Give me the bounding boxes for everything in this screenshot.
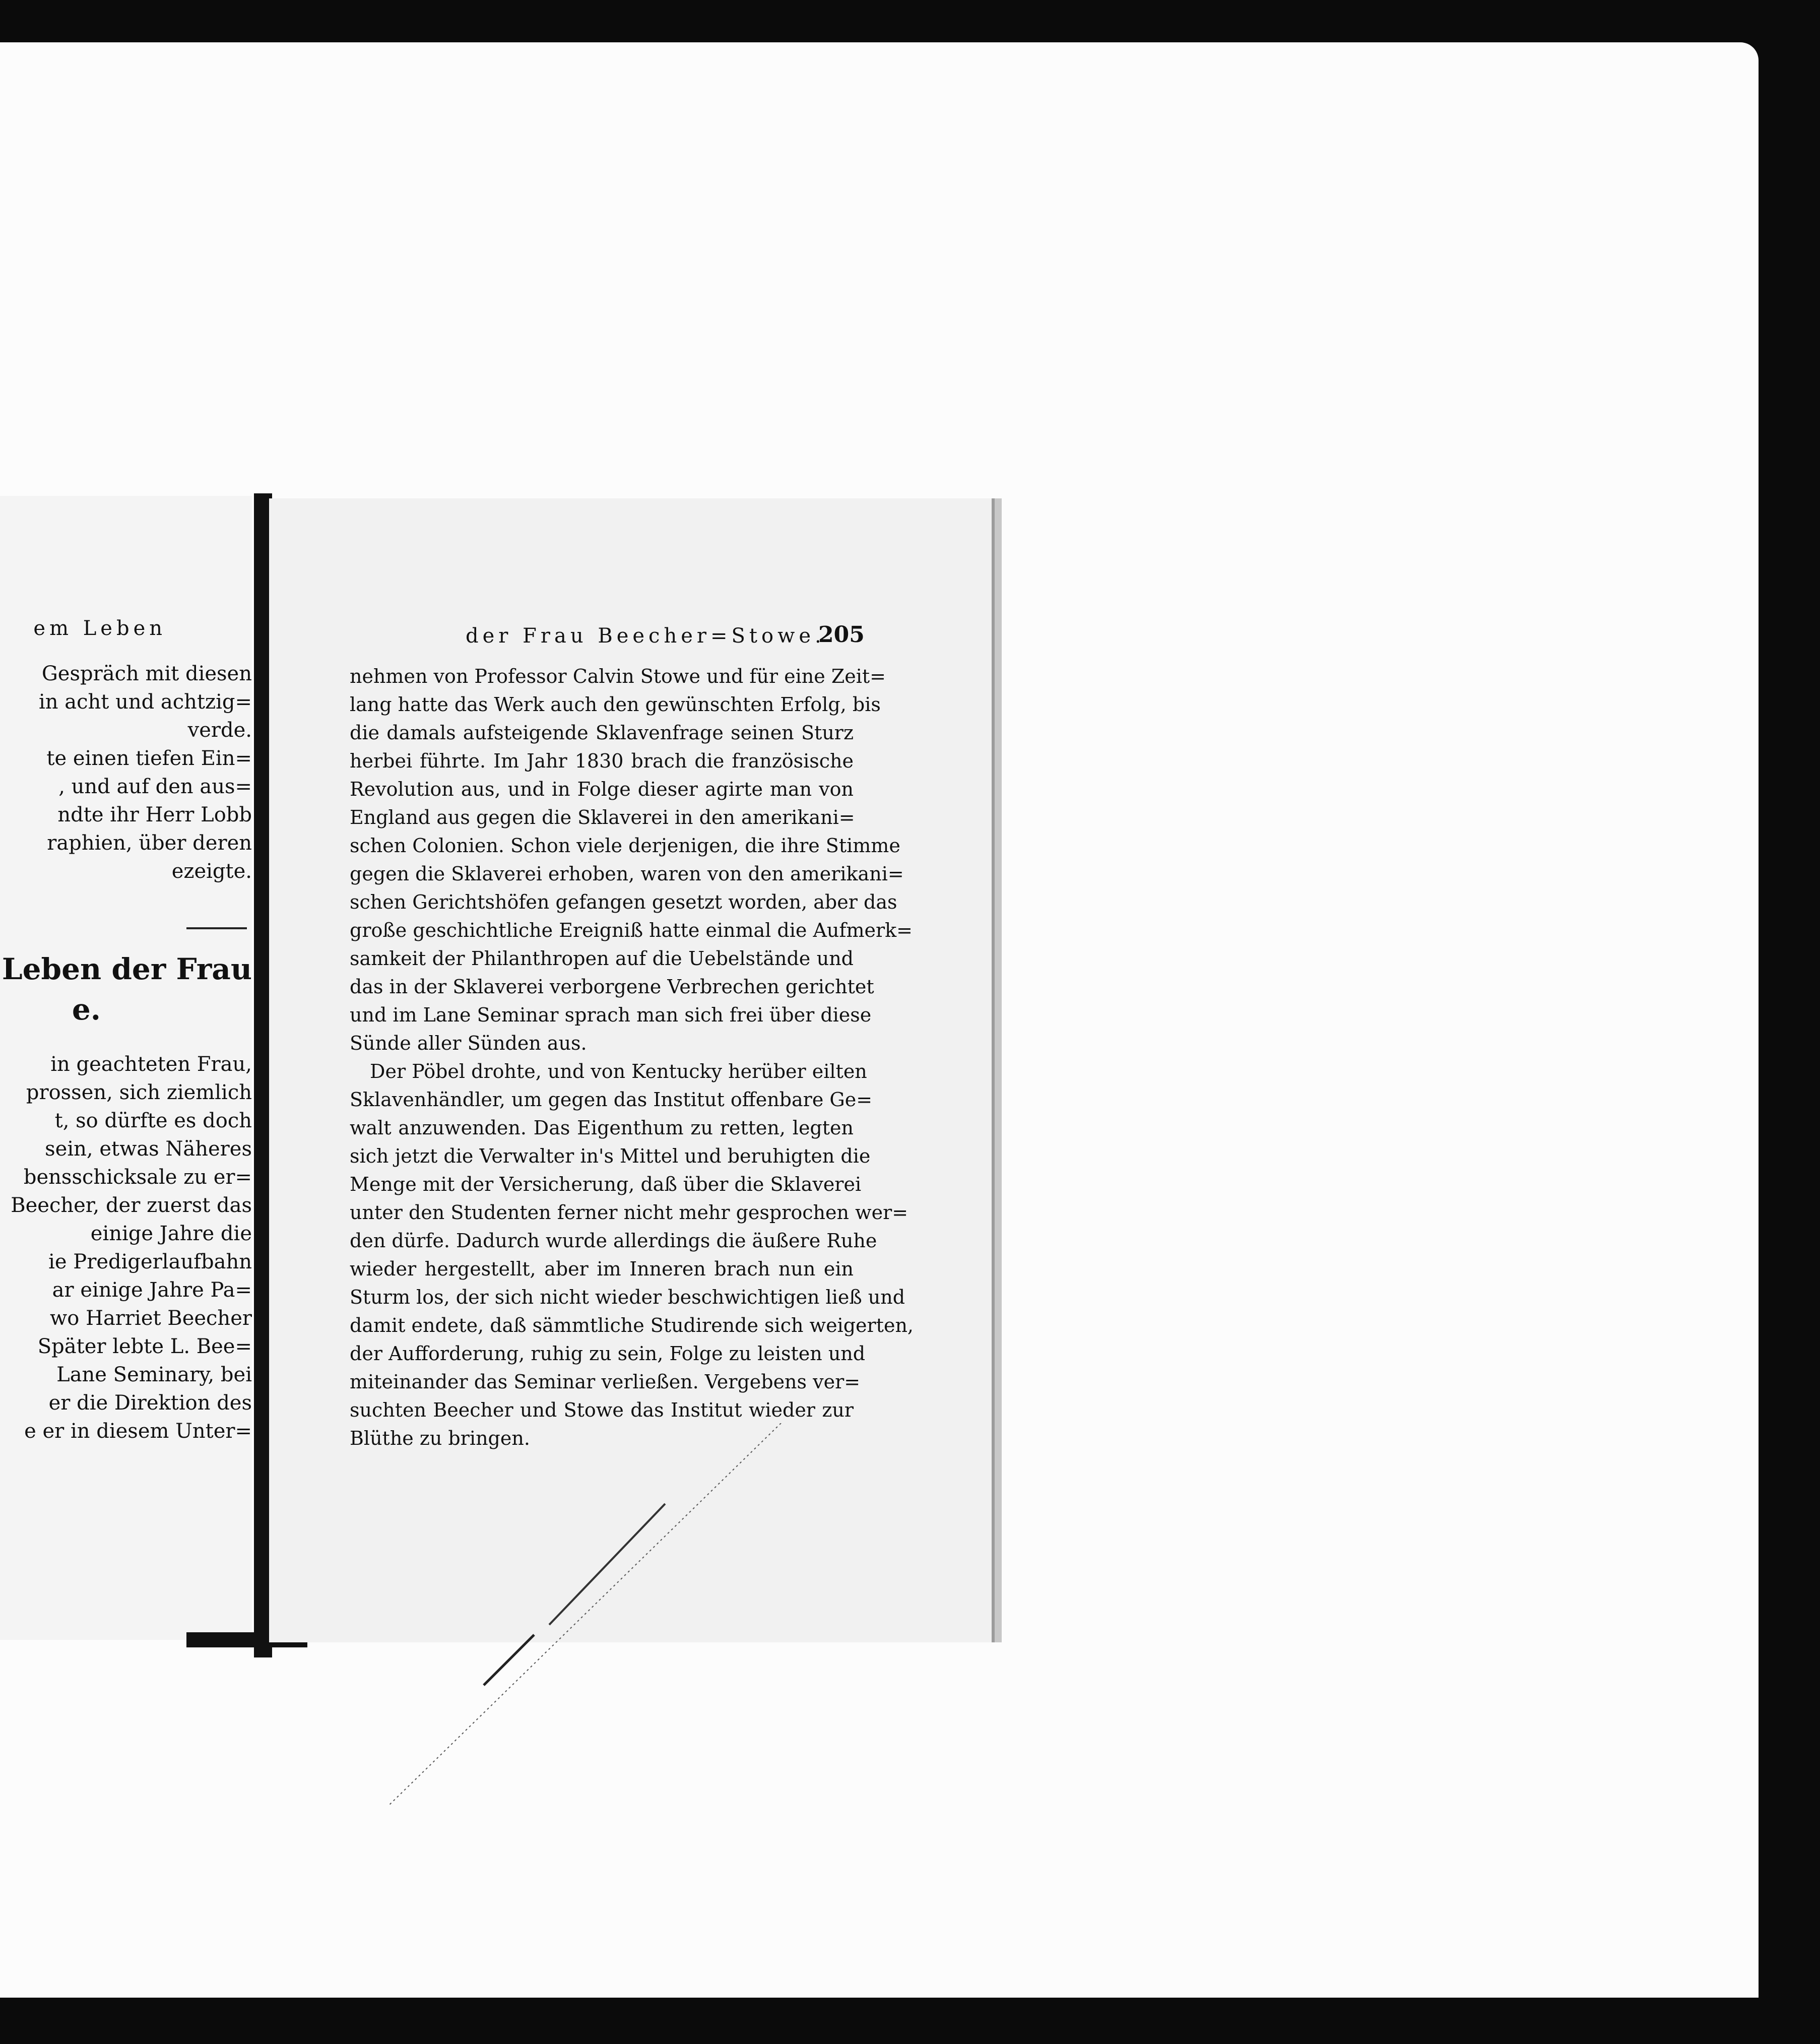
body-text-line: der Aufforderung, ruhig zu sein, Folge zu leisten und (350, 1343, 866, 1365)
left-text-line: t, so dürfte es doch (54, 1109, 252, 1132)
left-text-line: bensschicksale zu er= (23, 1166, 252, 1189)
body-text-line: wieder hergestellt, aber im Inneren brach nun ein (350, 1258, 854, 1280)
left-text-line: raphien, über deren (47, 832, 252, 855)
page-body-text (350, 662, 914, 1452)
left-text-line: Gespräch mit diesen (41, 662, 252, 685)
left-text-line: er die Direktion des (48, 1391, 252, 1415)
left-text-line: ndte ihr Herr Lobb (57, 803, 252, 826)
body-text-line: Sklavenhändler, um gegen das Institut offenbare Ge= (350, 1089, 873, 1111)
running-head: der Frau Beecher=Stowe. (466, 624, 825, 648)
left-text-line: verde. (187, 719, 252, 742)
body-text-line: schen Colonien. Schon viele derjenigen, die ihre Stimme (350, 835, 900, 857)
left-text-line: ezeigte. (171, 860, 252, 883)
body-text-line: lang hatte das Werk auch den gewünschten Erfolg, bis (350, 693, 881, 716)
body-text-line: England aus gegen die Sklaverei in den amerikani= (350, 806, 855, 828)
body-text-line: miteinander das Seminar verließen. Vergebens ver= (350, 1371, 861, 1393)
body-text-line: und im Lane Seminar sprach man sich frei über diese (350, 1004, 872, 1026)
scan-sheet (0, 42, 1759, 1998)
left-text-line: Später lebte L. Bee= (37, 1335, 252, 1358)
body-text-line: gegen die Sklaverei erhoben, waren von den amerikani= (350, 863, 904, 885)
body-text-line: schen Gerichtshöfen gefangen gesetzt worden, aber das (350, 891, 897, 913)
body-text-line: walt anzuwenden. Das Eigenthum zu retten, legten (350, 1117, 854, 1139)
left-text-line: in acht und achtzig= (39, 690, 252, 714)
body-text-line: den dürfe. Dadurch wurde allerdings die äußere Ruhe (350, 1230, 877, 1252)
left-chapter-heading-line-1: Leben der Frau (2, 952, 252, 986)
body-text-line: herbei führte. Im Jahr 1830 brach die französische (350, 750, 854, 772)
left-text-line: Lane Seminary, bei (56, 1363, 252, 1386)
body-text-line: Sturm los, der sich nicht wieder beschwichtigen ließ und (350, 1286, 905, 1308)
left-chapter-heading-line-2: e. (72, 992, 101, 1027)
left-text-line: sein, etwas Näheres (45, 1137, 252, 1161)
body-text-line: die damals aufsteigende Sklavenfrage seinen Sturz (350, 722, 854, 744)
body-text-line: Blüthe zu bringen. (350, 1427, 530, 1449)
body-text-line: damit endete, daß sämmtliche Studirende sich weigerten, (350, 1314, 914, 1336)
left-text-line: wo Harriet Beecher (50, 1307, 252, 1330)
left-text-line: te einen tiefen Ein= (46, 747, 252, 770)
body-text-line: nehmen von Professor Calvin Stowe und für eine Zeit= (350, 665, 886, 687)
left-running-head: em Leben (33, 617, 166, 640)
body-text-line: suchten Beecher und Stowe das Institut wieder zur (350, 1399, 854, 1421)
body-text-line: Der Pöbel drohte, und von Kentucky herüber eilten (370, 1060, 867, 1082)
body-text-line: das in der Sklaverei verborgene Verbrechen gerichtet (350, 976, 874, 998)
body-text-line: große geschichtliche Ereigniß hatte einmal die Aufmerk= (350, 919, 913, 941)
body-text-line: unter den Studenten ferner nicht mehr gesprochen wer= (350, 1201, 908, 1224)
body-text-line: Sünde aller Sünden aus. (350, 1032, 587, 1054)
left-page (0, 496, 252, 1640)
left-text-line: in geachteten Frau, (50, 1053, 252, 1076)
page-number: 205 (818, 622, 865, 648)
left-text-line: ar einige Jahre Pa= (52, 1279, 252, 1302)
left-text-line: , und auf den aus= (58, 775, 252, 798)
left-text-line: einige Jahre die (90, 1222, 252, 1245)
body-text-line: Menge mit der Versicherung, daß über die Sklaverei (350, 1173, 862, 1195)
left-text-line: ie Predigerlaufbahn (48, 1250, 252, 1273)
left-text-line: Beecher, der zuerst das (11, 1194, 252, 1217)
left-text-line: prossen, sich ziemlich (26, 1081, 252, 1104)
left-text-line: e er in diesem Unter= (24, 1420, 252, 1443)
body-text-line: samkeit der Philanthropen auf die Uebelstände und (350, 947, 854, 970)
body-text-line: sich jetzt die Verwalter in's Mittel und beruhigten die (350, 1145, 871, 1167)
pencil-scratch-mark (383, 1423, 796, 1806)
section-divider (186, 927, 247, 929)
body-text-line: Revolution aus, und in Folge dieser agirte man von (350, 778, 854, 800)
